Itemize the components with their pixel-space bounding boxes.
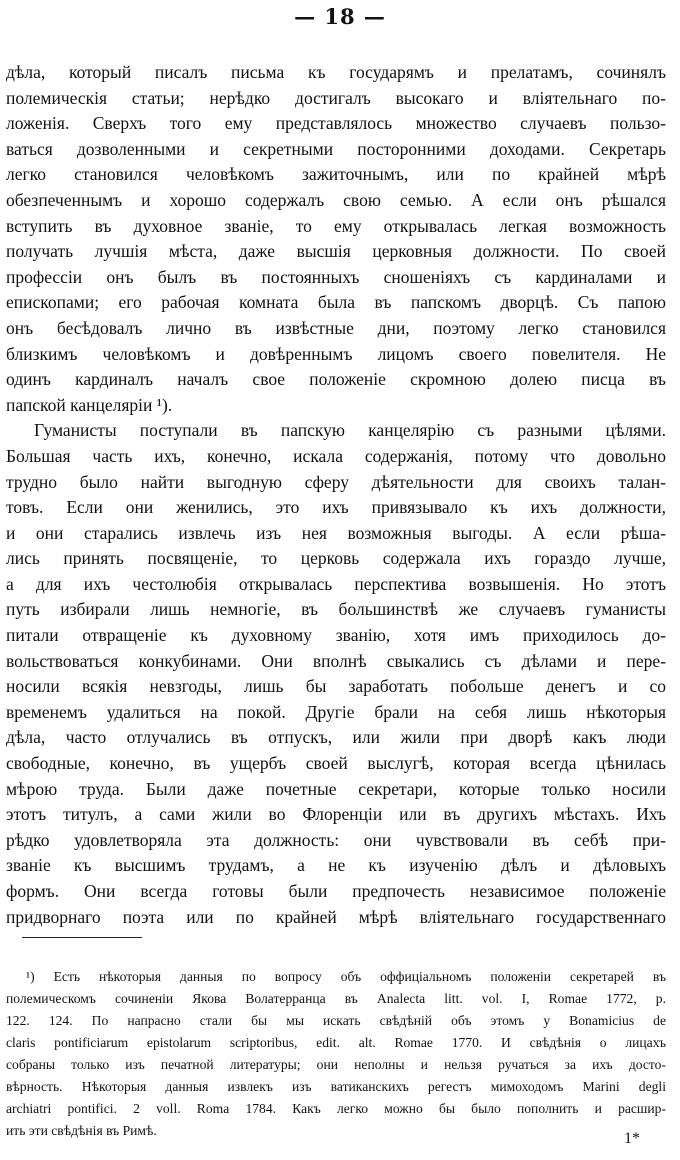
text-line: носили всякія невзгоды, лишь бы заработать побольше денегъ и со [6, 676, 666, 697]
text-line: званіе къ высшимъ трудамъ, а не къ изученію дѣлъ и дѣловыхъ [6, 855, 666, 876]
text-line: а для ихъ честолюбія открывалась перспектива возвышенія. Но этотъ [6, 573, 666, 594]
footnote-line: собраны только изъ печатной литературы; они неполны и нельзя ручаться за ихъ досто- [6, 1057, 666, 1072]
text-line: ваться дозволенными и секретными посторонними доходами. Секретарь [6, 138, 666, 159]
text-line: путь избирали лишь немногіе, въ большинствѣ же случаевъ гуманисты [6, 599, 666, 620]
text-line: временемъ удалиться на покой. Другіе брали на себя лишь нѣкоторыя [6, 701, 666, 722]
text-line: трудно было найти выгодную сферу дѣятельности для своихъ талан- [6, 471, 666, 492]
text-line: рѣдко удовлетворяла эта должность: они чувствовали въ себѣ при- [6, 829, 666, 850]
footnote-line: 122. 124. По напрасно стали бы мы искать свѣдѣній объ этомъ у Bonamicius de [6, 1013, 666, 1028]
footnote-line: claris pontificiarum epistolarum scriptoribus, edit. alt. Romae 1770. И свѣдѣнія о лицахъ [6, 1035, 666, 1050]
text-line: онъ бесѣдовалъ лично въ извѣстные дни, поэтому легко становился [6, 317, 666, 338]
text-line: товъ. Если они женились, это ихъ привязывало къ ихъ должности, [6, 497, 666, 518]
text-line: ложенія. Сверхъ того ему представлялось множество случаевъ пользо- [6, 113, 666, 134]
text-line: дѣла, который писалъ письма къ государямъ и прелатамъ, сочинялъ [6, 62, 666, 82]
text-line: получать лучшія мѣста, даже высшія церковныя должности. По своей [6, 241, 666, 262]
footnote-line: archiatri pontifici. 2 voll. Roma 1784. Какъ легко можно бы было пополнить и расшир- [6, 1101, 666, 1116]
text-line: близкимъ человѣкомъ и довѣреннымъ лицомъ своего повелителя. Не [6, 343, 666, 364]
footnote-line: полемическомъ сочиненіи Якова Волатерранца въ Analecta litt. vol. I, Romae 1772, p. [6, 991, 666, 1006]
text-line: Большая часть ихъ, конечно, искала содержанія, потому что довольно [6, 445, 666, 466]
text-line: мѣрою труда. Были даже почетные секретари, которые только носили [6, 778, 666, 799]
text-line: лись принять посвященіе, то церковь содержала ихъ гораздо лучше, [6, 548, 666, 569]
text-line: Гуманисты поступали въ папскую канцелярію съ разными цѣлями. [34, 420, 666, 441]
text-line: профессіи онъ былъ въ постоянныхъ сношеніяхъ съ кардиналами и [6, 266, 666, 287]
text-line: полемическія статьи; нерѣдко достигалъ высокаго и вліятельнаго по- [6, 87, 666, 108]
text-line: формъ. Они всегда готовы были предпочесть независимое положеніе [6, 881, 666, 901]
text-line: епископами; его рабочая комната была въ папскомъ дворцѣ. Съ папою [6, 292, 666, 313]
text-line: обезпеченнымъ и хорошо содержалъ свою семью. А если онъ рѣшался [6, 189, 666, 210]
text-line: свободные, конечно, въ ущербъ своей выслугѣ, которая всегда цѣнилась [6, 753, 666, 774]
signature-mark: 1* [624, 1130, 640, 1147]
footnote-line: вѣрность. Нѣкоторыя данныя извлекъ изъ ватиканскихъ регестъ мимоходомъ Marini degli [6, 1079, 666, 1094]
text-line: легко становился человѣкомъ зажиточнымъ, или по крайней мѣрѣ [6, 164, 666, 185]
text-line: вступить въ духовное званіе, то ему открывалась легкая возможность [6, 215, 666, 236]
text-line: одинъ кардиналъ началъ свое положеніе скромною долею писца въ [6, 369, 666, 390]
text-line: питали отвращеніе къ духовному званію, хотя имъ приходилось до- [6, 625, 666, 646]
text-line: вольствоваться конкубинами. Они вполнѣ свыкались съ дѣлами и пере- [6, 650, 666, 671]
footnote-line: ¹) Есть нѣкоторыя данныя по вопросу объ оффиціальномъ положеніи секретарей въ [26, 969, 666, 984]
footnote-divider [22, 937, 142, 938]
main-text [6, 60, 666, 930]
text-line: этотъ титулъ, а сами жили во Флоренціи или въ другихъ мѣстахъ. Ихъ [6, 804, 666, 825]
text-line: папской канцеляріи ¹). [6, 394, 173, 415]
text-line: придворнаго поэта или по крайней мѣрѣ вліятельнаго государственнаго [6, 906, 666, 927]
text-line: и они старались извлечь изъ нея возможныя выгоды. А если рѣша- [6, 522, 666, 543]
page-number: — 18 — [294, 4, 386, 29]
text-line: дѣла, часто отлучались въ отпускъ, или жили при дворѣ какъ люди [6, 727, 666, 748]
footnote-line: ить эти свѣдѣнія въ Римѣ. [6, 1123, 157, 1138]
footnotes [6, 966, 666, 1142]
